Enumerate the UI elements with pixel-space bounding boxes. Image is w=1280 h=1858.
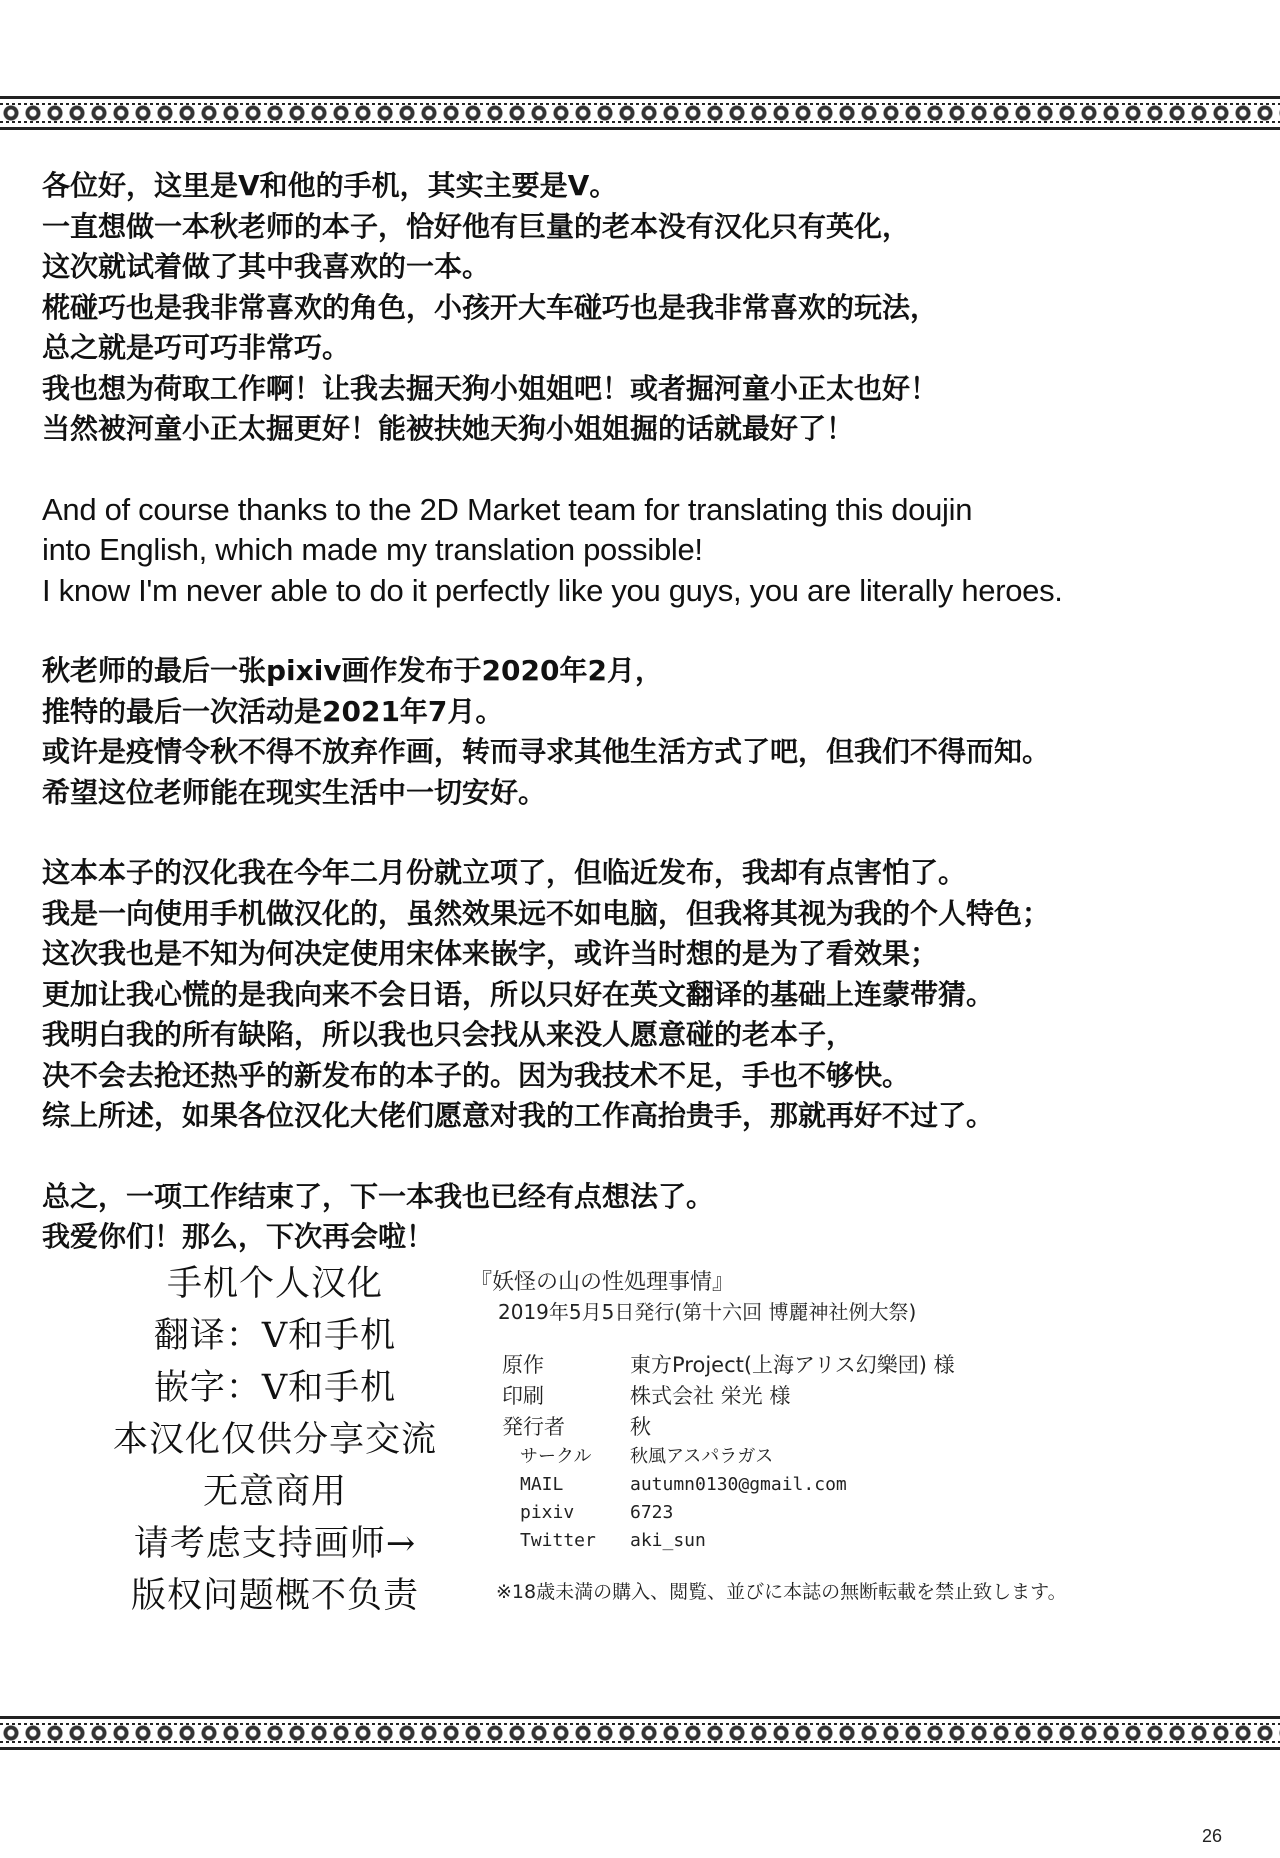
paragraph-closing <box>42 1177 1252 1258</box>
text-line: 或许是疫情令秋不得不放弃作画，转而寻求其他生活方式了吧，但我们不得而知。 <box>42 735 1051 768</box>
colophon-row <box>470 1350 1170 1381</box>
page-number: 26 <box>1201 1826 1222 1846</box>
colophon-subrow <box>470 1527 1170 1555</box>
text-line: 当然被河童小正太掘更好！能被扶她天狗小姐姐掘的话就最好了！ <box>42 412 855 445</box>
bottom-decorative-border <box>0 1716 1280 1750</box>
credit-line: 嵌字：V和手机 <box>153 1368 397 1408</box>
credit-line: 本汉化仅供分享交流 <box>112 1420 437 1460</box>
pixiv-id: 6723 <box>630 1502 674 1523</box>
text-line: And of course thanks to the 2D Market team for translating this doujin <box>42 491 973 527</box>
text-line: 这本本子的汉化我在今年二月份就立项了，但临近发布，我却有点害怕了。 <box>42 856 967 889</box>
text-line: 椛碰巧也是我非常喜欢的角色，小孩开大车碰巧也是我非常喜欢的玩法， <box>42 290 939 324</box>
credit-line: 翻译：V和手机 <box>153 1316 397 1356</box>
paragraph-translation-notes <box>42 853 1252 1137</box>
colophon-row <box>470 1412 1170 1443</box>
text-line: 我是一向使用手机做汉化的，虽然效果远不如电脑，但我将其视为我的个人特色； <box>42 896 1051 930</box>
text-line: 各位好，这里是V和他的手机，其实主要是V。 <box>42 169 618 202</box>
text-line: 综上所述，如果各位汉化大佬们愿意对我的工作高抬贵手，那就再好不过了。 <box>42 1099 995 1132</box>
row-value: 秋 <box>630 1415 651 1439</box>
row-value: 株式会社 栄光 様 <box>630 1384 791 1408</box>
circle-name: 秋風アスパラガス <box>630 1446 774 1467</box>
credit-line: 版权问题概不负责 <box>130 1576 419 1616</box>
publication-date: 2019年5月5日発行(第十六回 博麗神社例大祭) <box>498 1300 917 1324</box>
twitter-handle: aki_sun <box>630 1530 706 1551</box>
legal-notice: ※18歳未満の購入、閲覧、並びに本誌の無断転載を禁止致します。 <box>496 1581 1067 1603</box>
credit-line: 手机个人汉化 <box>166 1264 383 1304</box>
text-line: 一直想做一本秋老师的本子，恰好他有巨量的老本没有汉化只有英化， <box>42 209 911 243</box>
credit-line: 请考虑支持画师→ <box>133 1524 417 1564</box>
paragraph-artist-status <box>42 651 1252 813</box>
text-line: 秋老师的最后一张pixiv画作发布于2020年2月， <box>42 654 663 687</box>
text-line: I know I'm never able to do it perfectly like you guys, you are literally heroes. <box>42 572 1063 608</box>
top-decorative-border <box>0 96 1280 130</box>
subrow-label: Twitter <box>520 1530 596 1551</box>
text-line: 总之就是巧可巧非常巧。 <box>42 331 351 364</box>
row-label: 発行者 <box>502 1415 565 1439</box>
text-line: 这次我也是不知为何决定使用宋体来嵌字，或许当时想的是为了看效果； <box>42 937 939 970</box>
row-label: 印刷 <box>502 1384 544 1408</box>
paragraph-thanks-english <box>42 490 1252 612</box>
translation-credits <box>80 1258 470 1622</box>
text-line: 这次就试着做了其中我喜欢的一本。 <box>42 250 491 283</box>
text-line: into English, which made my translation possible! <box>42 532 703 567</box>
afterword-body <box>42 166 1252 1298</box>
subrow-label: pixiv <box>520 1502 575 1523</box>
colophon-row <box>470 1381 1170 1412</box>
text-line: 决不会去抢还热乎的新发布的本子的。因为我技术不足，手也不够快。 <box>42 1058 911 1092</box>
colophon-subrow <box>470 1499 1170 1527</box>
colophon <box>470 1268 1170 1605</box>
book-title: 『妖怪の山の性処理事情』 <box>470 1270 735 1295</box>
text-line: 推特的最后一次活动是2021年7月。 <box>42 694 504 728</box>
subrow-label: サークル <box>520 1446 592 1467</box>
text-line: 总之，一项工作结束了，下一本我也已经有点想法了。 <box>42 1179 715 1213</box>
paragraph-intro <box>42 166 1252 450</box>
row-label: 原作 <box>502 1353 544 1377</box>
colophon-subrow <box>470 1471 1170 1499</box>
credit-line: 无意商用 <box>202 1472 347 1512</box>
text-line: 更加让我心慌的是我向来不会日语，所以只好在英文翻译的基础上连蒙带猜。 <box>42 977 995 1011</box>
row-value: 東方Project(上海アリス幻樂団) 様 <box>630 1353 955 1377</box>
text-line: 希望这位老师能在现实生活中一切安好。 <box>42 775 547 809</box>
email-address: autumn0130@gmail.com <box>630 1474 847 1495</box>
text-line: 我明白我的所有缺陷，所以我也只会找从来没人愿意碰的老本子， <box>42 1018 855 1051</box>
colophon-subrow <box>470 1443 1170 1471</box>
subrow-label: MAIL <box>520 1474 564 1495</box>
text-line: 我也想为荷取工作啊！让我去掘天狗小姐姐吧！或者掘河童小正太也好！ <box>42 371 939 405</box>
text-line: 我爱你们！那么，下次再会啦！ <box>42 1220 435 1253</box>
